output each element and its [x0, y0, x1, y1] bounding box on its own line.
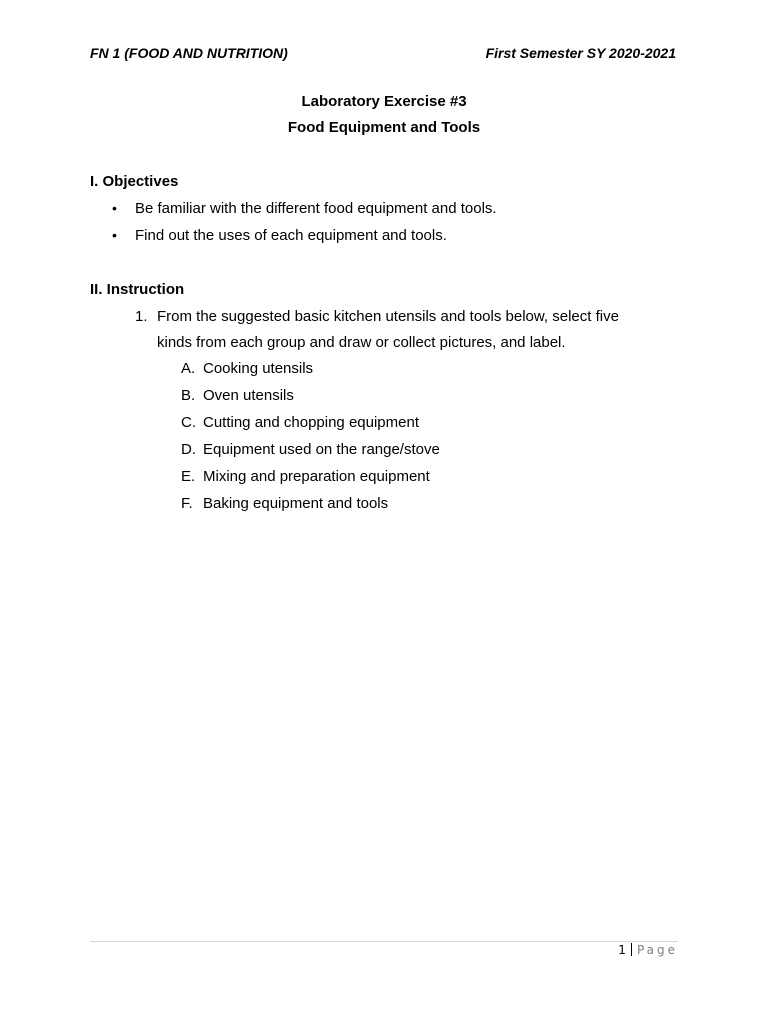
- subitem-letter: B.: [181, 387, 196, 404]
- footer-separator: [631, 943, 632, 956]
- footer-divider: [90, 941, 678, 942]
- subitem-text: Baking equipment and tools: [203, 495, 389, 512]
- subitem: [181, 468, 430, 485]
- subitem-text: Cooking utensils: [203, 360, 314, 377]
- subitem-letter: F.: [181, 495, 193, 512]
- instruction-step: [135, 308, 619, 325]
- step-text-line2: kinds from each group and draw or collect pictures, and label.: [157, 334, 566, 351]
- subitem-letter: D.: [181, 441, 196, 458]
- page-number: 1: [618, 943, 626, 957]
- subitem-text: Oven utensils: [203, 387, 294, 404]
- step-text-line1: From the suggested basic kitchen utensils and tools below, select five: [157, 308, 619, 325]
- objectives-heading: I. Objectives: [90, 173, 179, 190]
- page-label: Page: [636, 943, 678, 957]
- semester-header: First Semester SY 2020-2021: [485, 45, 676, 61]
- bullet-icon: •: [112, 227, 117, 243]
- subitem-text: Equipment used on the range/stove: [203, 441, 440, 458]
- subitem-letter: C.: [181, 414, 196, 431]
- subitem: [181, 360, 313, 377]
- subitem: [181, 495, 388, 512]
- bullet-icon: •: [112, 200, 117, 216]
- instruction-heading: II. Instruction: [90, 281, 185, 298]
- subitem: [181, 441, 440, 458]
- exercise-subtitle: Food Equipment and Tools: [287, 119, 481, 136]
- subitem-text: Mixing and preparation equipment: [203, 468, 430, 485]
- subitem: [181, 387, 294, 404]
- exercise-title: Laboratory Exercise #3: [301, 93, 467, 110]
- subitem: [181, 414, 419, 431]
- objective-text: Find out the uses of each equipment and tools.: [135, 227, 447, 244]
- course-header: FN 1 (FOOD AND NUTRITION): [90, 45, 288, 61]
- subitem-letter: E.: [181, 468, 196, 485]
- subitem-letter: A.: [181, 360, 196, 377]
- page-footer: [618, 943, 678, 957]
- subitem-text: Cutting and chopping equipment: [203, 414, 419, 431]
- objective-text: Be familiar with the different food equipment and tools.: [135, 200, 497, 217]
- step-number: 1.: [135, 308, 148, 325]
